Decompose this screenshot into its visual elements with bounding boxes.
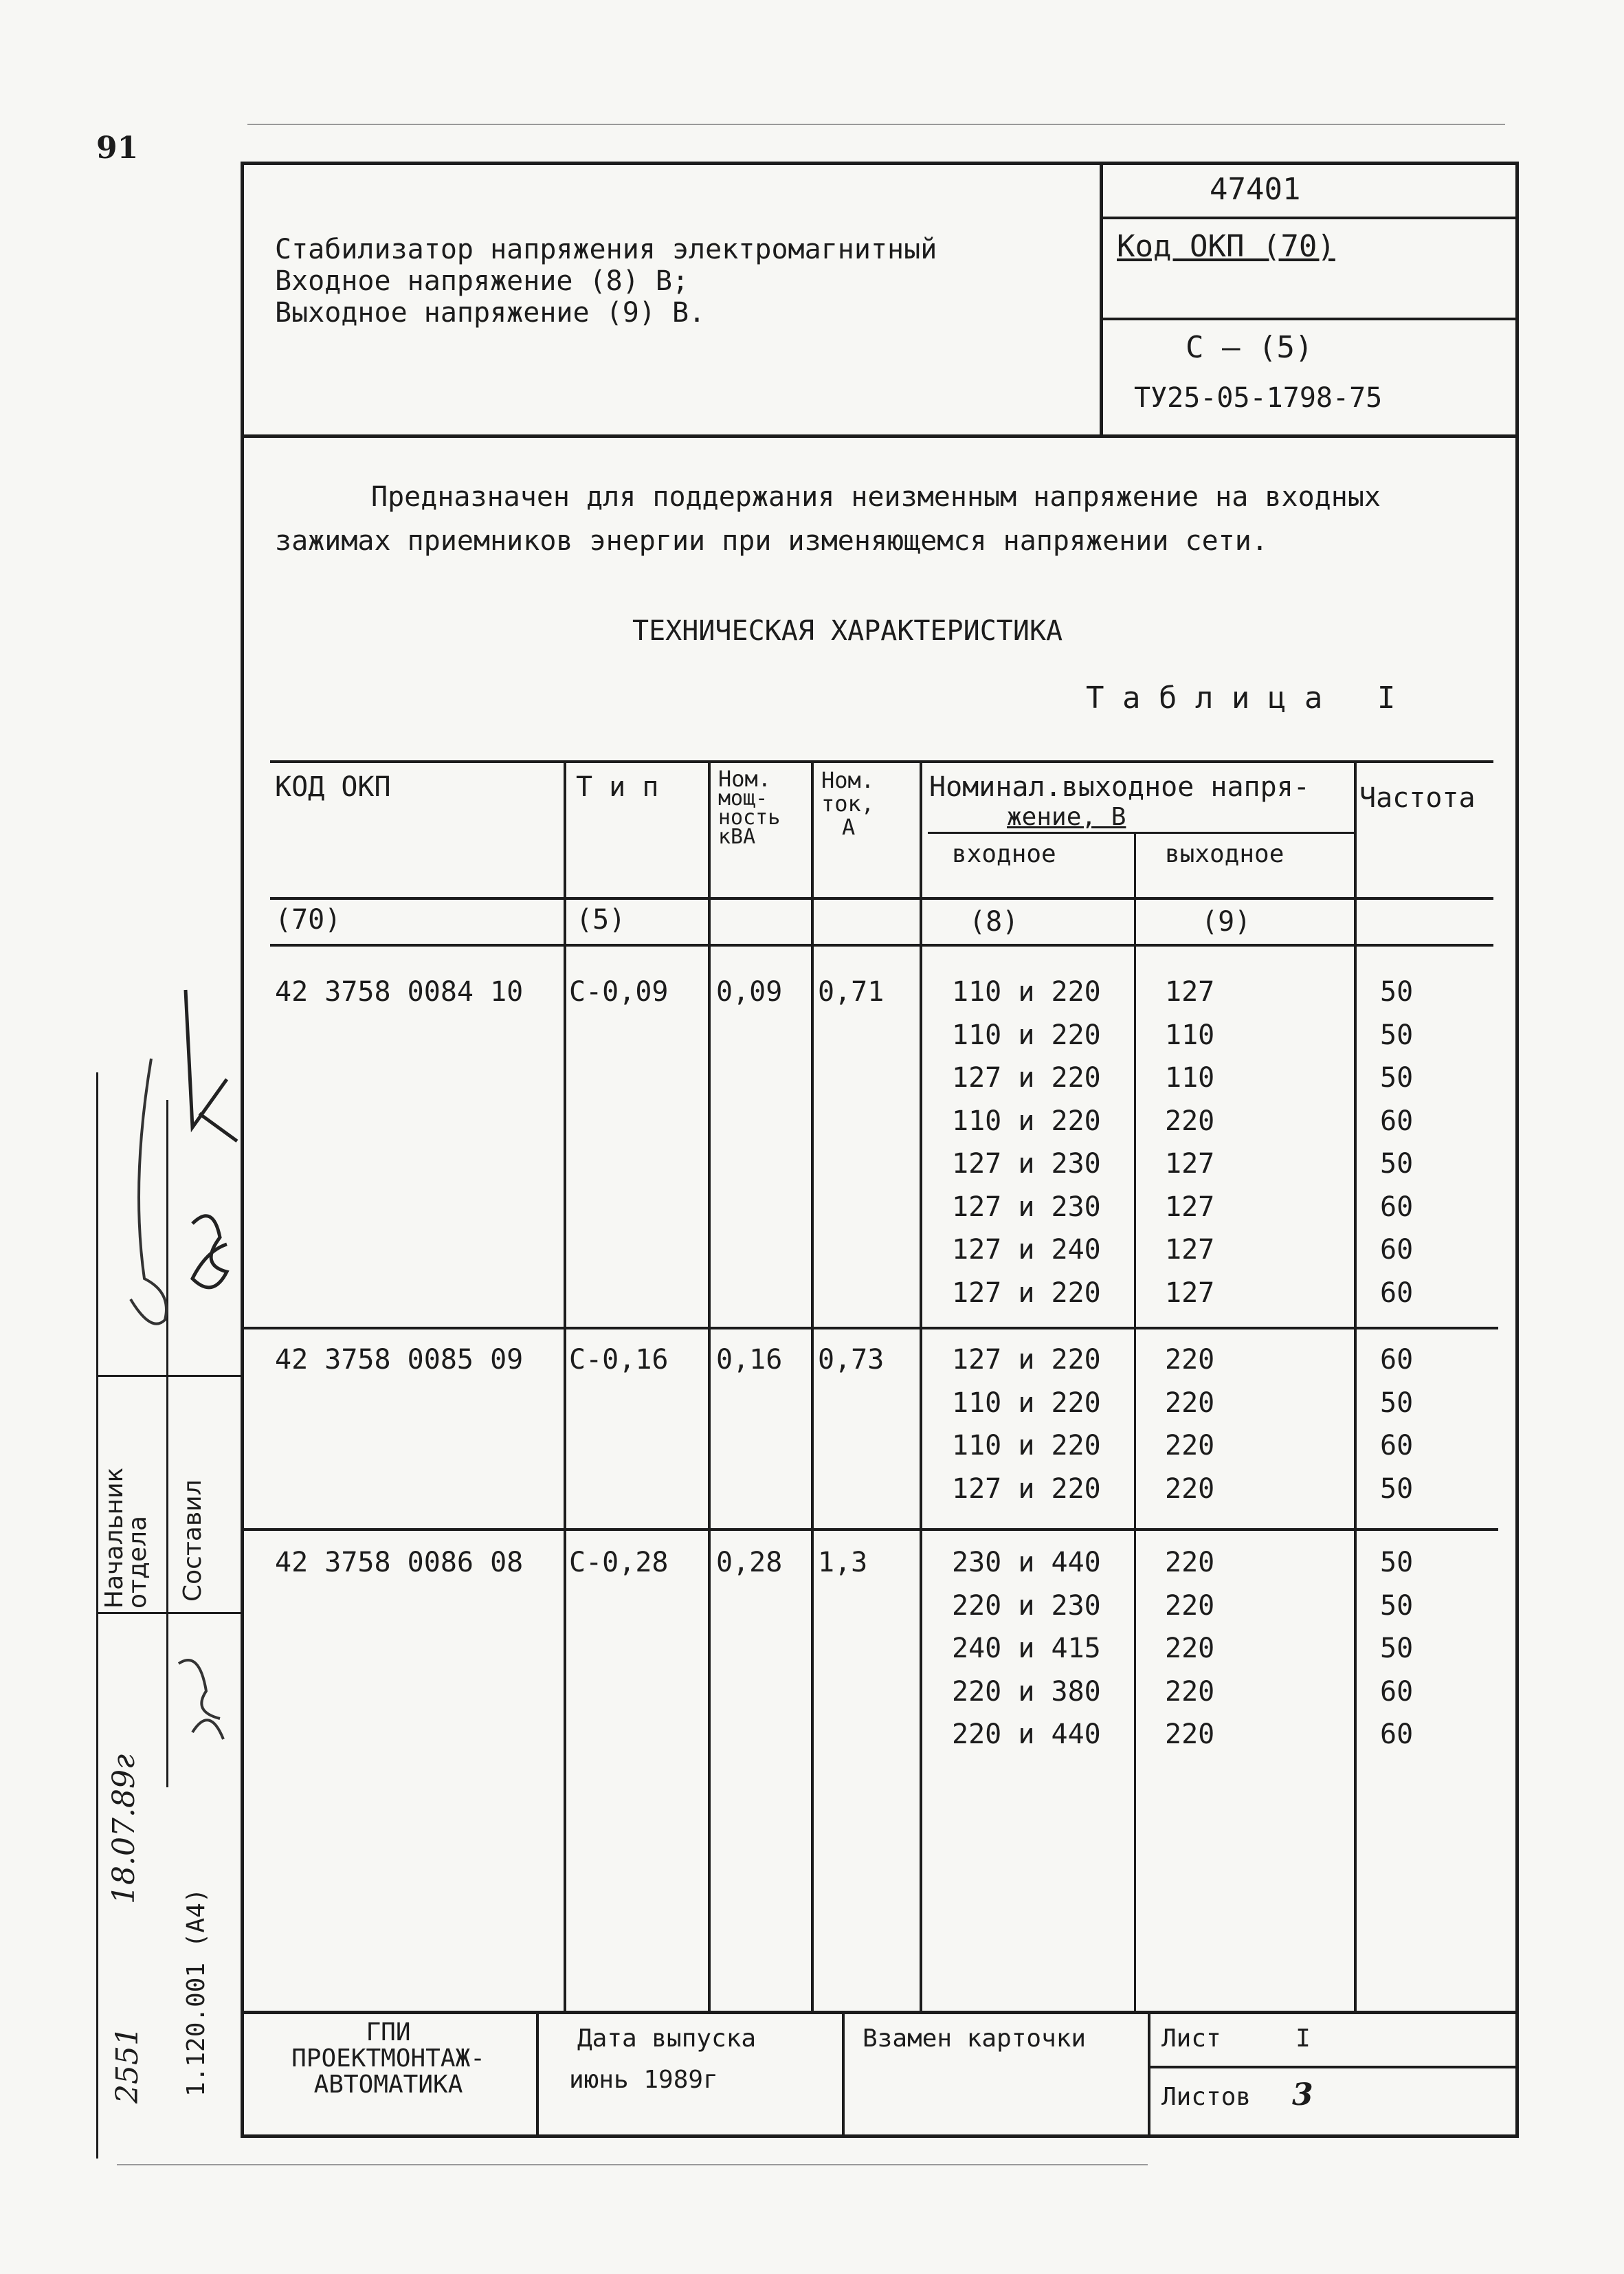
okp-code-cell: 42 3758 0084 10 — [275, 976, 524, 1008]
frequency-cell: 60 — [1380, 1675, 1414, 1708]
header-number-rule — [1100, 217, 1519, 219]
type-cell: С-0,28 — [569, 1547, 669, 1578]
group-rule-2 — [241, 1528, 1498, 1531]
output-voltage-cell: 220 — [1165, 1547, 1215, 1578]
frequency-cell: 50 — [1380, 1387, 1414, 1419]
current-cell: 1,3 — [818, 1547, 868, 1578]
output-voltage-cell: 220 — [1165, 1387, 1215, 1419]
col-header-voltage-unit: жение, В — [1007, 803, 1126, 831]
power-header-line: ность — [718, 806, 781, 830]
description-line: Выходное напряжение (9) В. — [275, 297, 706, 329]
code-cell-type: (5) — [576, 904, 626, 936]
voltage-sub-rule — [928, 832, 1354, 834]
col-header-input: входное — [952, 840, 1056, 868]
code-cell-okp: (70) — [275, 904, 342, 936]
frequency-cell: 60 — [1380, 1234, 1414, 1266]
table-header-rule — [270, 897, 1493, 900]
table-label: Т а б л и ц а I — [1086, 681, 1396, 716]
col-header-power — [718, 766, 781, 849]
input-voltage-cell: 127 и 230 — [952, 1191, 1101, 1223]
footer-sheet: Лист I — [1161, 2024, 1311, 2053]
col-rule-output — [1134, 832, 1136, 2011]
input-voltage-cell: 127 и 220 — [952, 1344, 1101, 1376]
current-header-line: ток, — [821, 791, 875, 817]
footer-rule-3 — [1148, 2011, 1150, 2138]
section-title: ТЕХНИЧЕСКАЯ ХАРАКТЕРИСТИКА — [632, 615, 1063, 647]
signature-marks — [89, 976, 254, 2090]
power-header-line: кВА — [718, 825, 756, 849]
current-header-line: А — [842, 814, 856, 840]
col-rule-current — [811, 760, 814, 2011]
output-voltage-cell: 127 — [1165, 1148, 1215, 1180]
output-voltage-cell: 220 — [1165, 1430, 1215, 1461]
power-cell: 0,16 — [716, 1344, 783, 1376]
col-header-type: Т и п — [576, 771, 659, 803]
frequency-cell: 60 — [1380, 1105, 1414, 1137]
footer-date-value: июнь 1989г — [569, 2066, 718, 2094]
frequency-cell: 60 — [1380, 1430, 1414, 1461]
type-cell: С-0,09 — [569, 976, 669, 1008]
frequency-cell: 60 — [1380, 1277, 1414, 1309]
col-header-freq: Частота — [1359, 782, 1476, 814]
col-rule-input — [920, 760, 922, 2011]
current-cell: 0,71 — [818, 976, 885, 1008]
output-voltage-cell: 220 — [1165, 1719, 1215, 1750]
side-label-head: Начальник отдела — [100, 1467, 152, 1609]
header-description — [275, 234, 937, 329]
input-voltage-cell: 110 и 220 — [952, 1019, 1101, 1051]
scan-edge-bottom — [117, 2164, 1148, 2165]
side-label-compiled: Составил — [179, 1479, 207, 1602]
col-header-code: КОД ОКП — [275, 771, 391, 803]
code-cell-output: (9) — [1201, 906, 1252, 938]
card-number: 47401 — [1210, 172, 1301, 207]
document-card — [241, 162, 1519, 2138]
footer-rule-1 — [536, 2011, 539, 2138]
description-line: Стабилизатор напряжения электромагнитный — [275, 234, 937, 265]
side-form: 1.120.001 (А4) — [182, 1888, 210, 2097]
input-voltage-cell: 127 и 240 — [952, 1234, 1101, 1266]
output-voltage-cell: 220 — [1165, 1675, 1215, 1708]
current-cell: 0,73 — [818, 1344, 885, 1376]
output-voltage-cell: 220 — [1165, 1344, 1215, 1376]
signature-3 — [179, 1660, 223, 1739]
input-voltage-cell: 240 и 415 — [952, 1633, 1101, 1664]
frequency-cell: 60 — [1380, 1344, 1414, 1376]
output-voltage-cell: 110 — [1165, 1019, 1215, 1051]
input-voltage-cell: 127 и 230 — [952, 1148, 1101, 1180]
power-cell: 0,28 — [716, 1547, 783, 1578]
col-header-voltage: Номинал.выходное напря- — [929, 771, 1310, 803]
input-voltage-cell: 220 и 230 — [952, 1589, 1101, 1622]
col-rule-type — [564, 760, 566, 2011]
okp-code-cell: 42 3758 0085 09 — [275, 1344, 524, 1376]
output-voltage-cell: 220 — [1165, 1633, 1215, 1664]
type-cell: С-0,16 — [569, 1344, 669, 1376]
footer-replaces: Взамен карточки — [863, 2024, 1087, 2053]
header-okp-rule — [1100, 318, 1519, 320]
output-voltage-cell: 220 — [1165, 1472, 1215, 1505]
org-line: ГПИ — [366, 2018, 411, 2046]
output-voltage-cell: 127 — [1165, 976, 1215, 1008]
org-line: АВТОМАТИКА — [313, 2071, 463, 2099]
col-header-output: выходное — [1165, 840, 1284, 868]
col-rule-power — [708, 760, 711, 2011]
input-voltage-cell: 220 и 440 — [952, 1719, 1101, 1750]
input-voltage-cell: 230 и 440 — [952, 1547, 1101, 1578]
output-voltage-cell: 127 — [1165, 1277, 1215, 1309]
frequency-cell: 50 — [1380, 1472, 1414, 1505]
tu-number: ТУ25-05-1798-75 — [1134, 382, 1383, 414]
frequency-cell: 50 — [1380, 1589, 1414, 1622]
power-header-line: Ном. — [718, 766, 772, 792]
table-top-rule — [270, 760, 1493, 763]
output-voltage-cell: 127 — [1165, 1234, 1215, 1266]
side-stamp-date: 18.07.89г — [107, 1754, 142, 1904]
input-voltage-cell: 110 и 220 — [952, 1430, 1101, 1461]
footer-org — [247, 2020, 529, 2098]
current-header-line: Ном. — [821, 767, 875, 793]
footer-sheet-rule — [1148, 2066, 1519, 2068]
purpose-line-1: Предназначен для поддержания неизменным напряжение на входных — [371, 481, 1381, 513]
footer-date-label: Дата выпуска — [577, 2024, 757, 2053]
table-codes-rule — [270, 944, 1493, 947]
col-rule-freq — [1354, 760, 1357, 2011]
frequency-cell: 50 — [1380, 1547, 1414, 1578]
frequency-cell: 50 — [1380, 976, 1414, 1008]
corner-mark: 91 — [96, 131, 139, 166]
scan-edge-top — [247, 124, 1505, 125]
input-voltage-cell: 127 и 220 — [952, 1277, 1101, 1309]
input-voltage-cell: 110 и 220 — [952, 1387, 1101, 1419]
output-voltage-cell: 220 — [1165, 1105, 1215, 1137]
col-header-current — [821, 769, 874, 839]
signature-check — [186, 990, 237, 1141]
frequency-cell: 50 — [1380, 1019, 1414, 1051]
input-voltage-cell: 110 и 220 — [952, 976, 1101, 1008]
frequency-cell: 50 — [1380, 1633, 1414, 1664]
group-rule-1 — [241, 1327, 1498, 1329]
org-line: ПРОЕКТМОНТАЖ- — [291, 2044, 485, 2073]
signature-1 — [131, 1059, 166, 1324]
power-cell: 0,09 — [716, 976, 783, 1008]
frequency-cell: 60 — [1380, 1191, 1414, 1223]
footer-sheets-value: 3 — [1292, 2077, 1313, 2112]
signature-2 — [192, 1216, 227, 1288]
frequency-cell: 50 — [1380, 1148, 1414, 1180]
input-voltage-cell: 127 и 220 — [952, 1472, 1101, 1505]
side-stamp-number: 2551 — [110, 2027, 145, 2104]
footer-sheets-label: Листов — [1161, 2083, 1252, 2111]
description-line: Входное напряжение (8) В; — [275, 265, 689, 297]
okp-code-cell: 42 3758 0086 08 — [275, 1547, 524, 1578]
type-code: С – (5) — [1186, 330, 1313, 365]
output-voltage-cell: 220 — [1165, 1589, 1215, 1622]
header-bottom-rule — [241, 434, 1519, 438]
footer-rule-2 — [842, 2011, 845, 2138]
input-voltage-cell: 110 и 220 — [952, 1105, 1101, 1137]
header-vertical-rule — [1100, 162, 1103, 437]
output-voltage-cell: 110 — [1165, 1062, 1215, 1094]
frequency-cell: 50 — [1380, 1062, 1414, 1094]
power-header-line: мощ- — [718, 786, 768, 810]
output-voltage-cell: 127 — [1165, 1191, 1215, 1223]
okp-code-label: Код ОКП (70) — [1117, 229, 1335, 264]
frequency-cell: 60 — [1380, 1719, 1414, 1750]
purpose-line-2: зажимах приемников энергии при изменяющемся напряжении сети. — [275, 525, 1268, 557]
input-voltage-cell: 127 и 220 — [952, 1062, 1101, 1094]
input-voltage-cell: 220 и 380 — [952, 1675, 1101, 1708]
footer-top-rule — [241, 2011, 1519, 2014]
code-cell-input: (8) — [969, 906, 1019, 938]
